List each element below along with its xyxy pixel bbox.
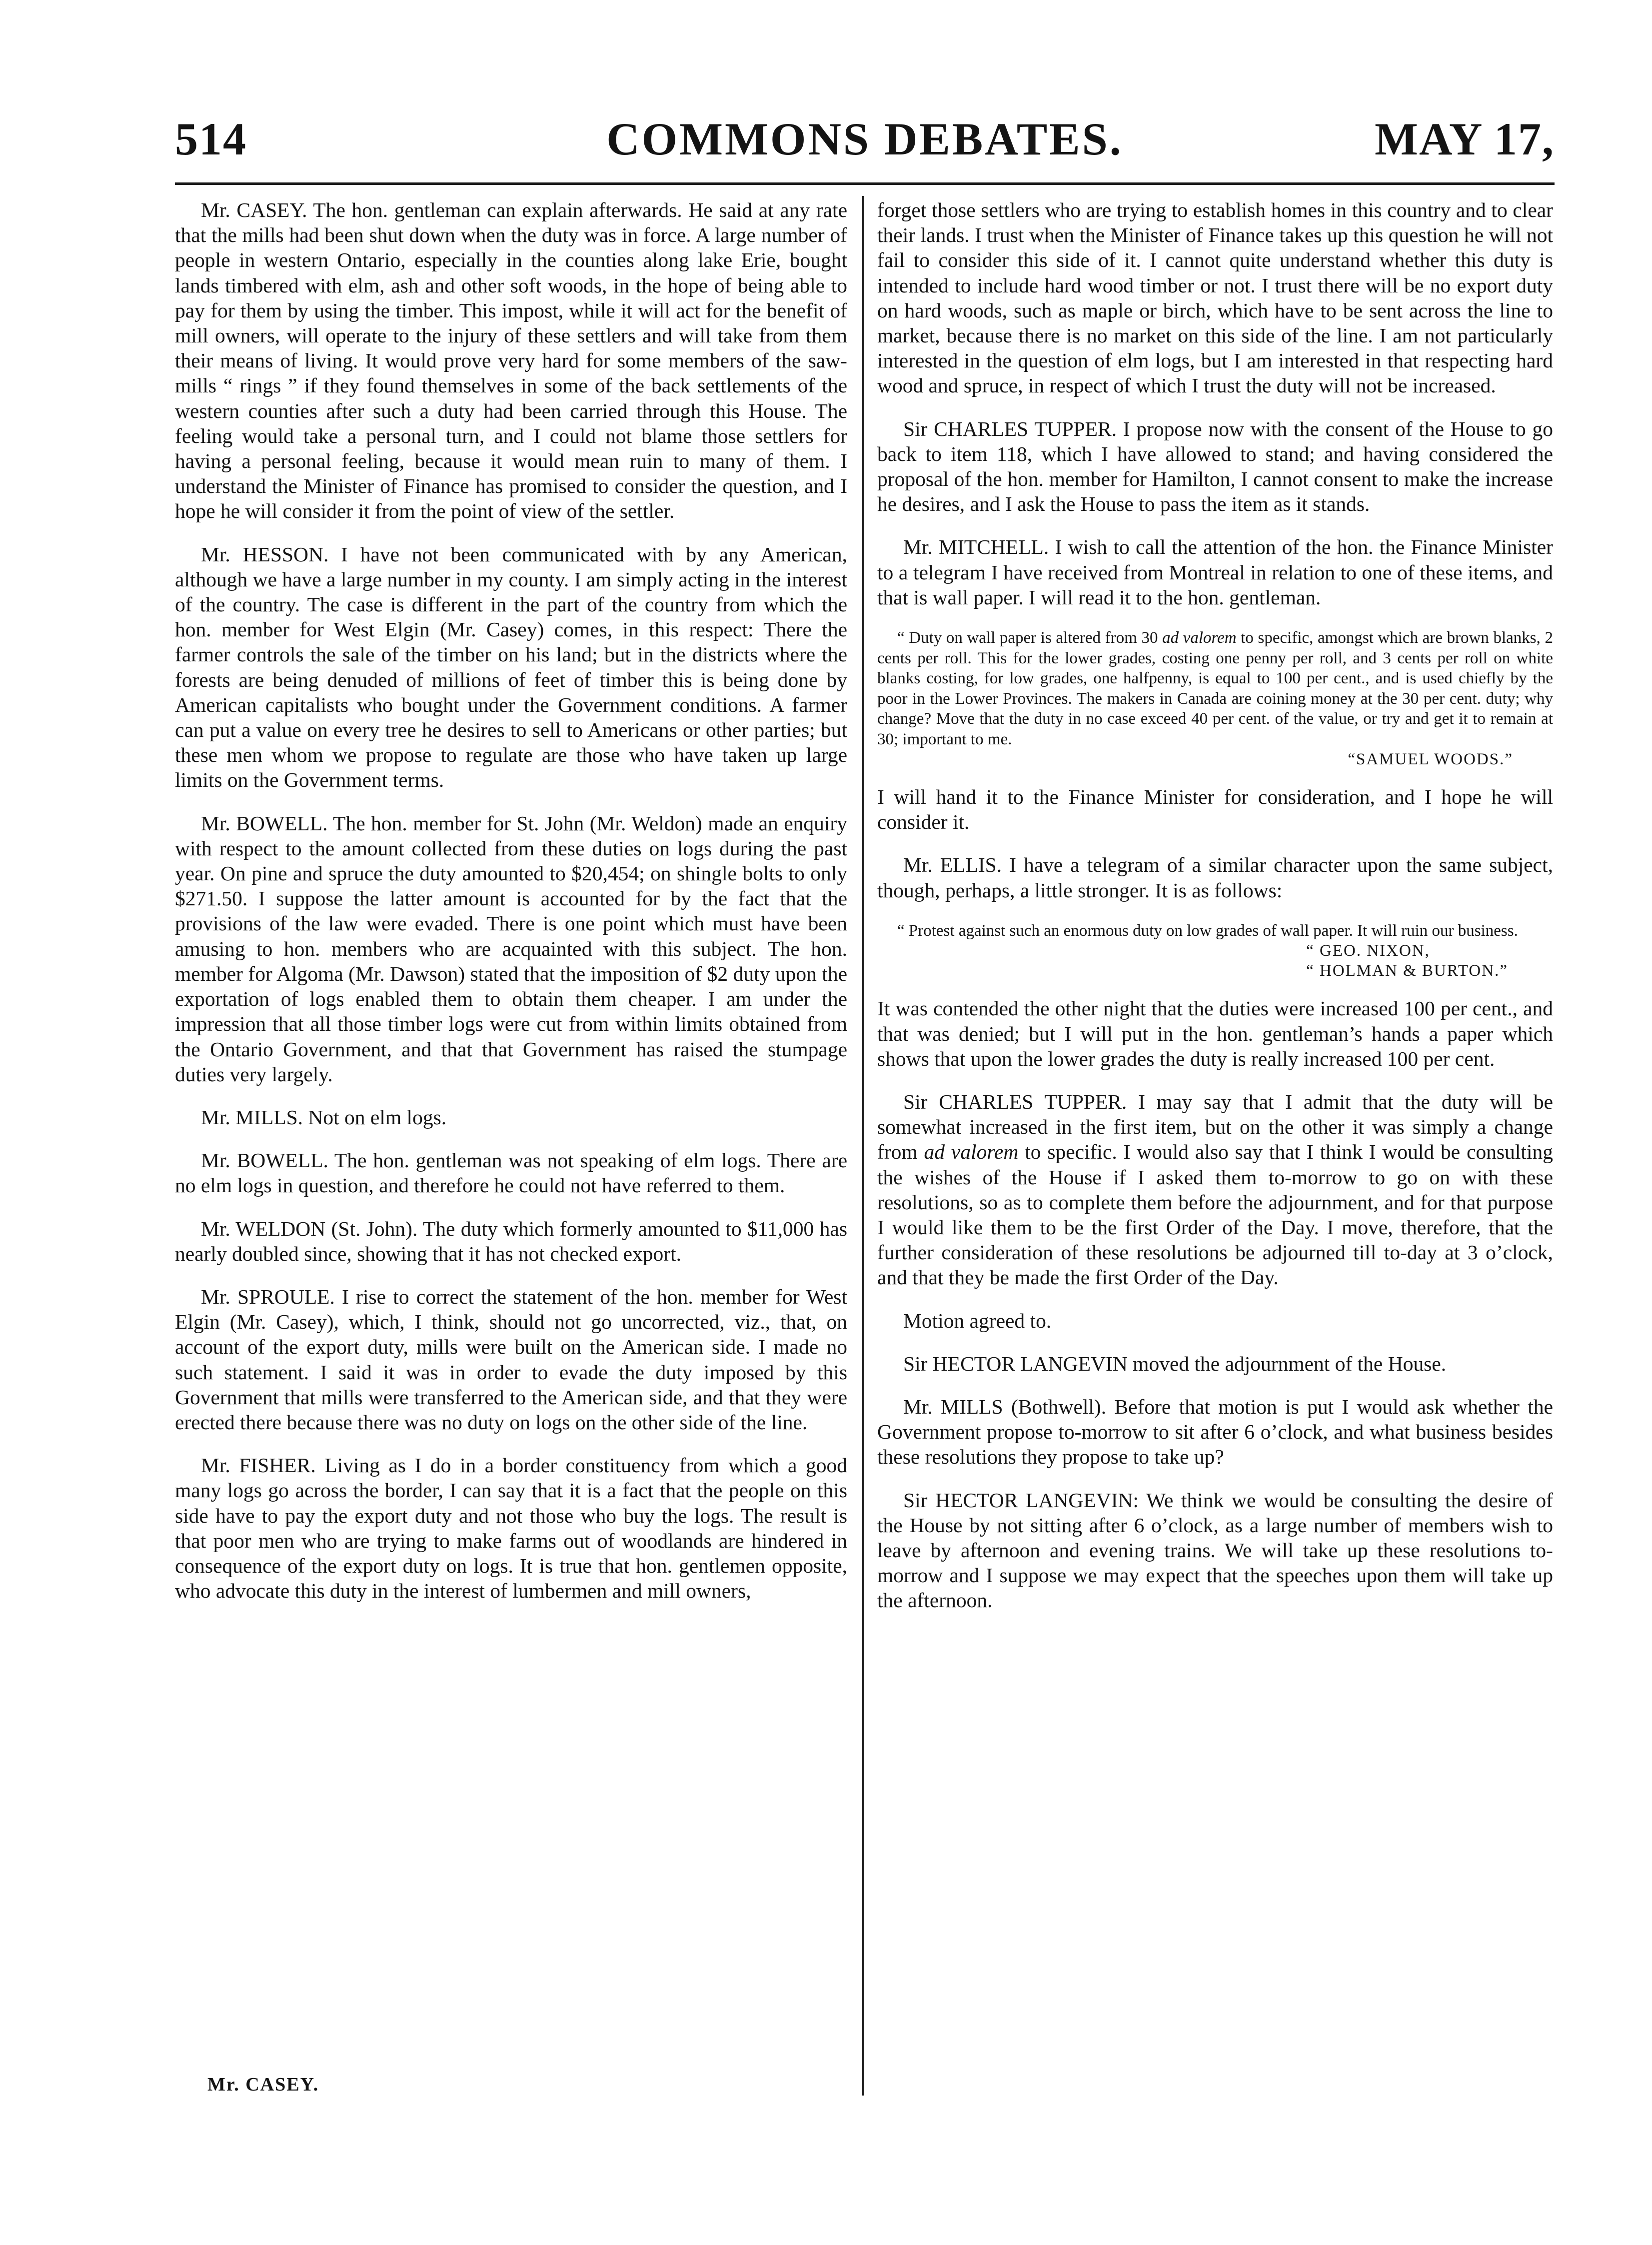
speech-bowell-2: Mr. BOWELL. The hon. gentleman was not speaking of elm logs. There are no elm logs in question, and therefore he could not have referred to them. (175, 1149, 847, 1197)
speech-bowell: Mr. BOWELL. The hon. member for St. John (Mr. Weldon) made an enquiry with respect to the amount collected from these duties on logs during the past year. On pine and spruce the duty amounted to $20,454; on shingle bolts to only $271.50. I suppose the latter amount is accounted for by the fact that the provisions of the law were evaded. There is one point which must have been amusing to hon. members who are acquainted with this subject. The hon. member for Algoma (Mr. Dawson) stated that the imposition of $2 duty upon the exportation of logs enabled them to obtain them cheaper. I am under the impression that all those timber logs were cut from within limits obtained from the Ontario Government, and that that Government has raised the stumpage duties very largely. (175, 811, 847, 1086)
page-title: COMMONS DEBATES. (606, 113, 1123, 164)
page-number: 514 (175, 113, 247, 164)
running-footer: Mr. CASEY. (207, 2074, 319, 2095)
telegram-woods-text: “ Duty on wall paper is altered from 30 ad valorem to specific, amongst which are brown blanks, 2 cents per roll. This for the lower grades, costing one penny per roll, and 3 cents per roll on white blanks costing, for low grades, one halfpenny, is equal to 100 per cent., and is used chiefly by the poor in the Lower Provinces. The makers in Canada are coining money at the 30 per cent. duty; why change? Move that the duty in no case exceed 40 per cent. of the value, or try and get it to remain at 30; important to me. (877, 629, 1554, 748)
speech-tupper: Sir CHARLES TUPPER. I propose now with the consent of the House to go back to item 118, which I have allowed to stand; and having considered the proposal of the hon. member for Hamilton, I cannot consent to make the increase he desires, and I ask the House to pass the item as it stands. (877, 417, 1553, 516)
speech-mills-bothwell: Mr. MILLS (Bothwell). Before that motion is put I would ask whether the Government propose to-morrow to sit after 6 o’clock, and what business besides these resolutions they propose to take up? (877, 1395, 1553, 1469)
telegram-nixon-text: “ Protest against such an enormous duty on low grades of wall paper. It will ruin our business. (897, 921, 1518, 940)
speech-langevin: Sir HECTOR LANGEVIN moved the adjournment of the House. (903, 1352, 1447, 1375)
right-column (877, 197, 1553, 1631)
motion-agreed: Motion agreed to. (903, 1309, 1052, 1332)
speech-sproule: Mr. SPROULE. I rise to correct the statement of the hon. member for West Elgin (Mr. Casey), which, I think, should not go uncorrected, viz., that, on account of the export duty, mills were built on the American side. I made no such statement. I said it was in order to evade the duty imposed by this Government that mills were transferred to the American side, and that they were erected there because there was no duty on logs on the other side of the line. (175, 1285, 847, 1434)
left-column (175, 197, 847, 1621)
speech-mills: Mr. MILLS. Not on elm logs. (201, 1105, 447, 1129)
signature-holman-burton: “ HOLMAN & BURTON.” (1306, 962, 1508, 980)
speech-weldon: Mr. WELDON (St. John). The duty which formerly amounted to $11,000 has nearly doubled since, showing that it has not checked export. (175, 1217, 847, 1265)
column-divider (862, 196, 864, 2096)
speech-fisher: Mr. FISHER. Living as I do in a border constituency from which a good many logs go across the border, I can say that it is a fact that the people on this side have to pay the export duty and not those who buy the logs. The result is that poor men who are trying to make farms out of woodlands are hindered in consequence of the export duty on logs. It is true that hon. gentlemen opposite, who advocate this duty in the interest of lumbermen and mill owners, (175, 1454, 847, 1603)
speech-ellis-continued: It was contended the other night that the duties were increased 100 per cent., and that was denied; but I will put in the hon. gentleman’s hands a paper which shows that upon the lower grades the duty is really increased 100 per cent. (877, 997, 1553, 1070)
speech-mitchell-continued: I will hand it to the Finance Minister for consideration, and I hope he will consider it. (877, 785, 1553, 834)
signature-nixon: “ GEO. NIXON, (1306, 942, 1430, 960)
page-date: MAY 17, (1375, 113, 1555, 164)
speech-hesson: Mr. HESSON. I have not been communicated with by any American, although we have a large number in my county. I am simply acting in the interest of the country. The case is different in the part of the country from which the hon. member for West Elgin (Mr. Casey) comes, in this respect: There the farmer controls the sale of the timber on his land; but in the districts where the forests are being denuded of millions of feet of timber this is being done by American capitalists who bought under the Government conditions. A farmer can put a value on every tree he desires to sell to Americans or other parties; but these men whom we propose to regulate are those who have taken up large limits on the Government terms. (175, 542, 847, 792)
speech-fisher-continued: forget those settlers who are trying to establish homes in this country and to clear their lands. I trust when the Minister of Finance takes up this question he will not fail to consider this side of it. I cannot quite understand whether this duty is intended to include hard wood timber or not. I trust there will be no export duty on hard woods, such as maple or birch, which have to be sent across the line to market, because there is no market on this side of the line. I am not particularly interested in the question of elm logs, but I am interested in that respecting hard wood and spruce, in respect of which I trust the duty will not be increased. (877, 198, 1553, 397)
speech-mitchell: Mr. MITCHELL. I wish to call the attention of the hon. the Finance Minister to a telegram I have received from Montreal in relation to one of these items, and that is wall paper. I will read it to the hon. gentleman. (877, 535, 1553, 609)
speech-tupper-2: Sir CHARLES TUPPER. I may say that I admit that the duty will be somewhat increased in the first item, but on the other it was simply a change from ad valorem to specific. I would also say that I think I would be consulting the wishes of the House if I asked them to-morrow to go on with these resolutions, so as to complete them before the adjournment, and for that purpose I would like them to be the first Order of the Day. I move, therefore, that the further consideration of these resolutions be adjourned till to-day at 3 o’clock, and that they be made the first Order of the Day. (877, 1090, 1553, 1289)
speech-casey: Mr. CASEY. The hon. gentleman can explain afterwards. He said at any rate that the mills had been shut down when the duty was in force. A large number of people in western Ontario, especially in the counties along lake Erie, bought lands timbered with elm, ash and other soft woods, in the hope of being able to pay for them by using the timber. This impost, while it will act for the benefit of mill owners, will operate to the injury of these settlers and will take from them their means of living. It would prove very hard for some members of the saw-mills “ rings ” if they found themselves in some of the back settlements of the western counties after such a duty had been carried through this House. The feeling would take a personal turn, and I could not blame those settlers for having a personal feeling, because it would mean ruin to many of them. I understand the Minister of Finance has promised to consider the question, and I hope he will consider it from the point of view of the settler. (175, 198, 847, 523)
telegram-nixon-signatures (877, 941, 1553, 981)
header-rule (175, 182, 1555, 185)
telegram-woods (877, 628, 1553, 769)
speech-langevin-2: Sir HECTOR LANGEVIN: We think we would be consulting the desire of the House by not sitting after 6 o’clock, as a large number of members wish to leave by afternoon and evening trains. We will take up these resolutions to-morrow and I suppose we may expect that the speeches upon them will take up the afternoon. (877, 1488, 1553, 1612)
telegram-woods-signature: “SAMUEL WOODS.” (1348, 750, 1513, 769)
speech-ellis: Mr. ELLIS. I have a telegram of a similar character upon the same subject, though, perhaps, a little stronger. It is as follows: (877, 853, 1553, 902)
page-header (175, 112, 1555, 180)
telegram-nixon (877, 921, 1553, 981)
